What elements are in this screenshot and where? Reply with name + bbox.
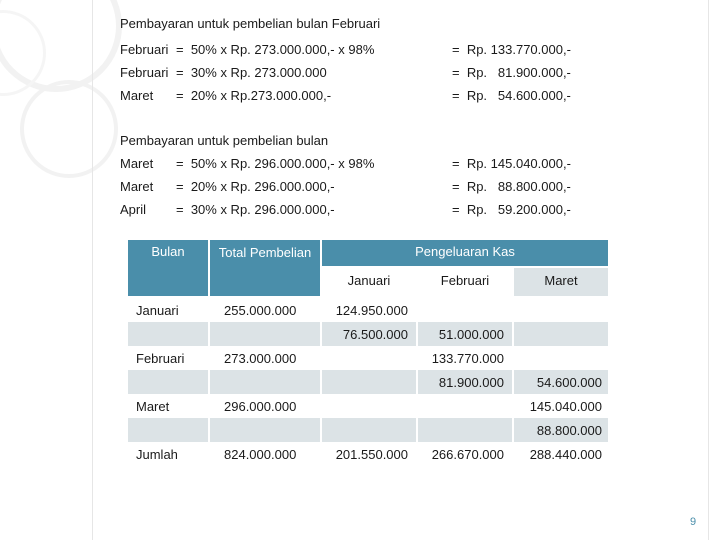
table-cell-mar: [514, 346, 608, 370]
section2-row2-month: Maret: [120, 179, 154, 194]
header-bulan: Bulan: [128, 240, 208, 296]
slide-border-left: [92, 0, 93, 540]
header-pengeluaran-kas: Pengeluaran Kas: [322, 240, 608, 266]
header-januari: Januari: [322, 268, 416, 296]
table-cell-jan: 201.550.000: [335, 447, 408, 462]
table-cell-total: 296.000.000: [224, 399, 297, 414]
section1-row3-result: = Rp. 54.600.000,-: [452, 88, 571, 103]
section1-row1-formula: = 50% x Rp. 273.000.000,- x 98%: [176, 42, 375, 57]
header-maret: Maret: [514, 268, 608, 296]
section2-title: Pembayaran untuk pembelian bulan: [120, 133, 329, 148]
section2-row1-formula: = 50% x Rp. 296.000.000,- x 98%: [176, 156, 375, 171]
table-cell-mar: 288.440.000: [529, 447, 602, 462]
table-cell-total: [210, 370, 320, 394]
section1-row2-formula: = 30% x Rp. 273.000.000: [176, 65, 327, 80]
table-cell-bulan: Februari: [136, 351, 185, 366]
section1-row3-formula: = 20% x Rp.273.000.000,-: [176, 88, 332, 103]
table-cell-feb: 133.770.000: [431, 351, 504, 366]
section1-row3-month: Maret: [120, 88, 154, 103]
table-cell-total: [210, 322, 320, 346]
table-cell-jan: [322, 418, 416, 442]
section2-row3-result: = Rp. 59.200.000,-: [452, 202, 571, 217]
section2-row1-month: Maret: [120, 156, 154, 171]
table-cell-total: [210, 418, 320, 442]
table-cell-bulan: [128, 418, 208, 442]
section1-title: Pembayaran untuk pembelian bulan Februari: [120, 16, 381, 31]
table-cell-total: 824.000.000: [224, 447, 297, 462]
page-number: 9: [690, 516, 697, 528]
section2-row3-formula: = 30% x Rp. 296.000.000,-: [176, 202, 335, 217]
table-cell-bulan: Januari: [136, 303, 179, 318]
header-total-pembelian: Total Pembelian: [210, 240, 320, 296]
table-cell-jan: 124.950.000: [335, 303, 408, 318]
table-cell-mar: 145.040.000: [529, 399, 602, 414]
table-cell-feb: 266.670.000: [431, 447, 504, 462]
table-cell-bulan: Maret: [136, 399, 170, 414]
table-cell-feb: 51.000.000: [418, 322, 512, 346]
table-cell-total: 255.000.000: [224, 303, 297, 318]
section1-row1-result: = Rp. 133.770.000,-: [452, 42, 571, 57]
table-cell-mar: [514, 322, 608, 346]
table-cell-bulan: [128, 322, 208, 346]
table-cell-feb: [418, 298, 512, 322]
table-cell-jan: 76.500.000: [322, 322, 416, 346]
table-cell-feb: 81.900.000: [418, 370, 512, 394]
section2-row2-formula: = 20% x Rp. 296.000.000,-: [176, 179, 335, 194]
table-cell-total: 273.000.000: [224, 351, 297, 366]
table-cell-jan: [322, 370, 416, 394]
section2-row1-result: = Rp. 145.040.000,-: [452, 156, 571, 171]
table-cell-feb: [418, 418, 512, 442]
table-cell-bulan: [128, 370, 208, 394]
table-cell-feb: [418, 394, 512, 418]
section2-row3-month: April: [120, 202, 147, 217]
table-cell-bulan: Jumlah: [136, 447, 178, 462]
table-cell-jan: [322, 394, 416, 418]
decorative-circle: [20, 80, 118, 178]
section1-row2-month: Februari: [120, 65, 169, 80]
slide-border-right: [708, 0, 709, 540]
section1-row1-month: Februari: [120, 42, 169, 57]
table-cell-mar: 88.800.000: [514, 418, 608, 442]
table-cell-mar: [514, 298, 608, 322]
table-cell-mar: 54.600.000: [514, 370, 608, 394]
table-cell-jan: [322, 346, 416, 370]
header-februari: Februari: [418, 268, 512, 296]
section2-row2-result: = Rp. 88.800.000,-: [452, 179, 571, 194]
section1-row2-result: = Rp. 81.900.000,-: [452, 65, 571, 80]
